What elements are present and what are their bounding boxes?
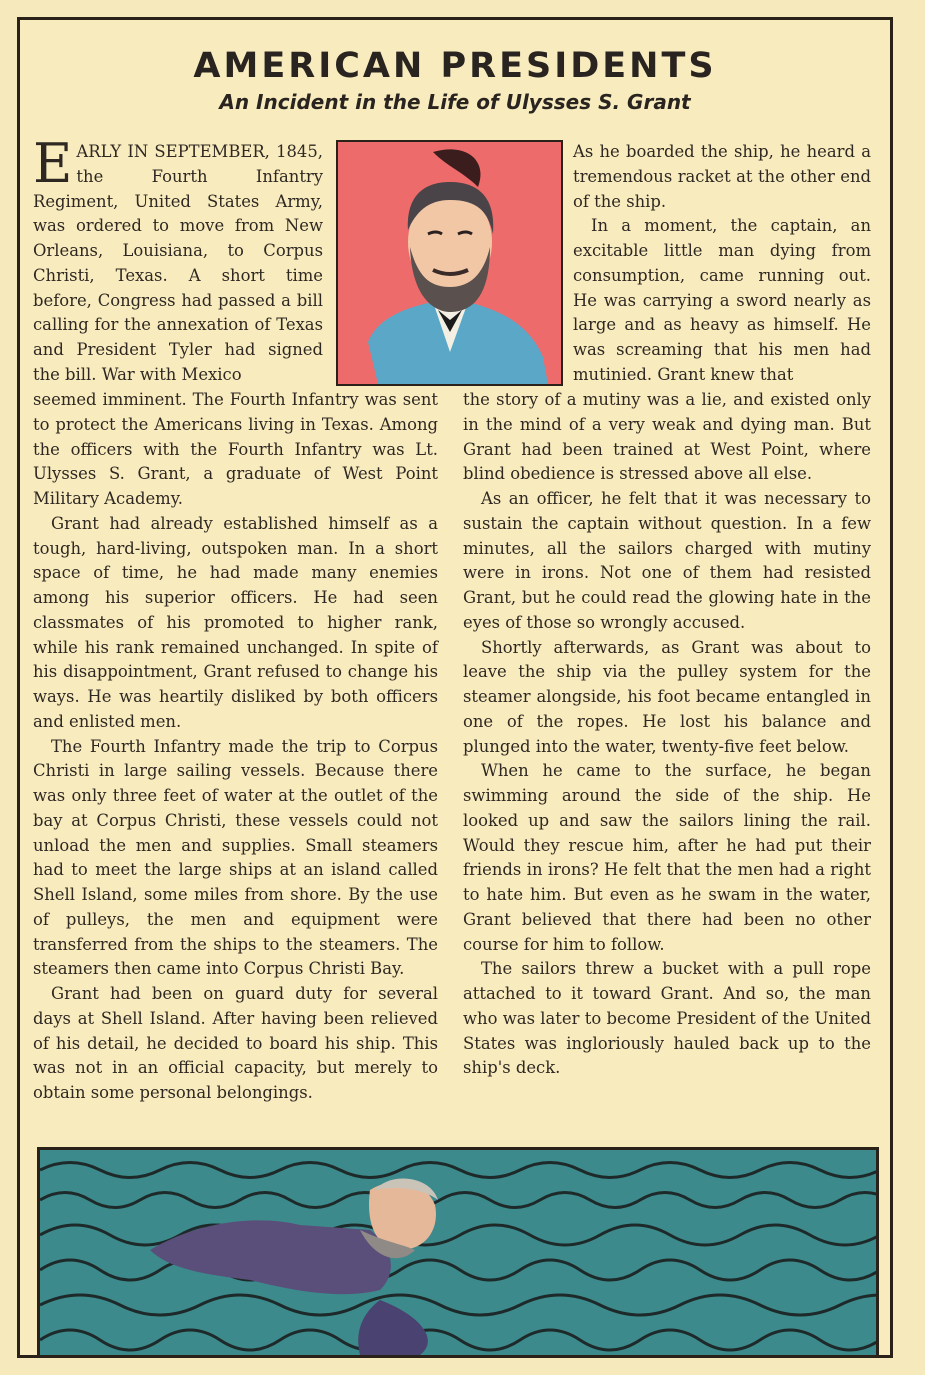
- sea-art: [40, 1150, 876, 1355]
- paragraph-1-rest: seemed imminent. The Fourth Infantry was sent to protect the Americans living in Texas. Among the officers with the Fourth Infantry was Lt. Ulysses S. Grant, a graduate of West Point Military Academy.: [33, 390, 438, 508]
- grant-portrait-illustration: [336, 140, 563, 386]
- left-column-top: [33, 132, 323, 388]
- page-title: AMERICAN PRESIDENTS: [193, 46, 717, 86]
- left-column: [33, 388, 438, 1106]
- paragraph-6-rest: the story of a mutiny was a lie, and existed only in the mind of a very weak and dying man. But Grant had been trained at West Point, where blind obedience is stressed above all else.: [463, 390, 871, 484]
- swimming-illustration: [37, 1147, 879, 1358]
- right-column-top: [573, 140, 871, 388]
- paragraph-7: As an officer, he felt that it was necessary to sustain the captain without question. In a few minutes, all the sailors charged with mutiny were in irons. Not one of them had resisted Grant, but he could read the glowing hate in the eyes of those so wrongly accused.: [463, 489, 871, 632]
- paragraph-2: Grant had already established himself as a tough, hard-living, outspoken man. In a short space of time, he had made many enemies among his superior officers. He had seen classmates of his promoted to higher rank, while his rank remained unchanged. In spite of his disappointment, Grant refused to change his ways. He was heartily disliked by both officers and enlisted men.: [33, 513, 438, 731]
- paragraph-5: As he boarded the ship, he heard a tremendous racket at the other end of the ship.: [573, 142, 871, 211]
- paragraph-9: When he came to the surface, he began swimming around the side of the ship. He looked up and saw the sailors lining the rail. Would they rescue him, after he had put their friends in irons? He felt that the men had a right to hate him. But even as he swam in the water, Grant believed that there had been no other course for him to follow.: [463, 761, 871, 954]
- article-frame: [17, 17, 893, 1358]
- paragraph-4: Grant had been on guard duty for several days at Shell Island. After having been relieved of his detail, he decided to board his ship. This was not in an official capacity, but merely to obtain some personal belongings.: [33, 984, 438, 1102]
- grant-portrait-art: [338, 142, 561, 384]
- drop-cap: E: [33, 132, 73, 195]
- right-column: [463, 388, 871, 1081]
- paragraph-8: Shortly afterwards, as Grant was about to leave the ship via the pulley system for the steamer alongside, his foot became entangled in one of the ropes. He lost his balance and plunged into the water, twenty-five feet below.: [463, 637, 871, 756]
- paragraph-1-lead: EARLY IN SEPTEMBER, 1845, the Fourth Infantry Regiment, United States Army, was ordered to move from New Orleans, Louisiana, to Corpus Christi, Texas. A short time before, Congress had passed a bill calling for the annexation of Texas and President Tyler had signed the bill. War with Mexico: [33, 132, 323, 384]
- page-subtitle: An Incident in the Life of Ulysses S. Grant: [219, 90, 691, 114]
- paragraph-3: The Fourth Infantry made the trip to Corpus Christi in large sailing vessels. Because there was only three feet of water at the outlet of the bay at Corpus Christi, these vessels could not unload the men and supplies. Small steamers had to meet the large ships at an island called Shell Island, some miles from shore. By the use of pulleys, the men and equipment were transferred from the ships to the steamers. The steamers then came into Corpus Christi Bay.: [33, 736, 438, 979]
- paragraph-6-lead: In a moment, the captain, an excitable little man dying from consumption, came running out. He was carrying a sword nearly as large and as heavy as himself. He was screaming that his men had mutinied. Grant knew that: [573, 216, 871, 384]
- paragraph-10: The sailors threw a bucket with a pull rope attached to it toward Grant. And so, the man who was later to become President of the United States was ingloriously hauled back up to the ship's deck.: [463, 959, 871, 1078]
